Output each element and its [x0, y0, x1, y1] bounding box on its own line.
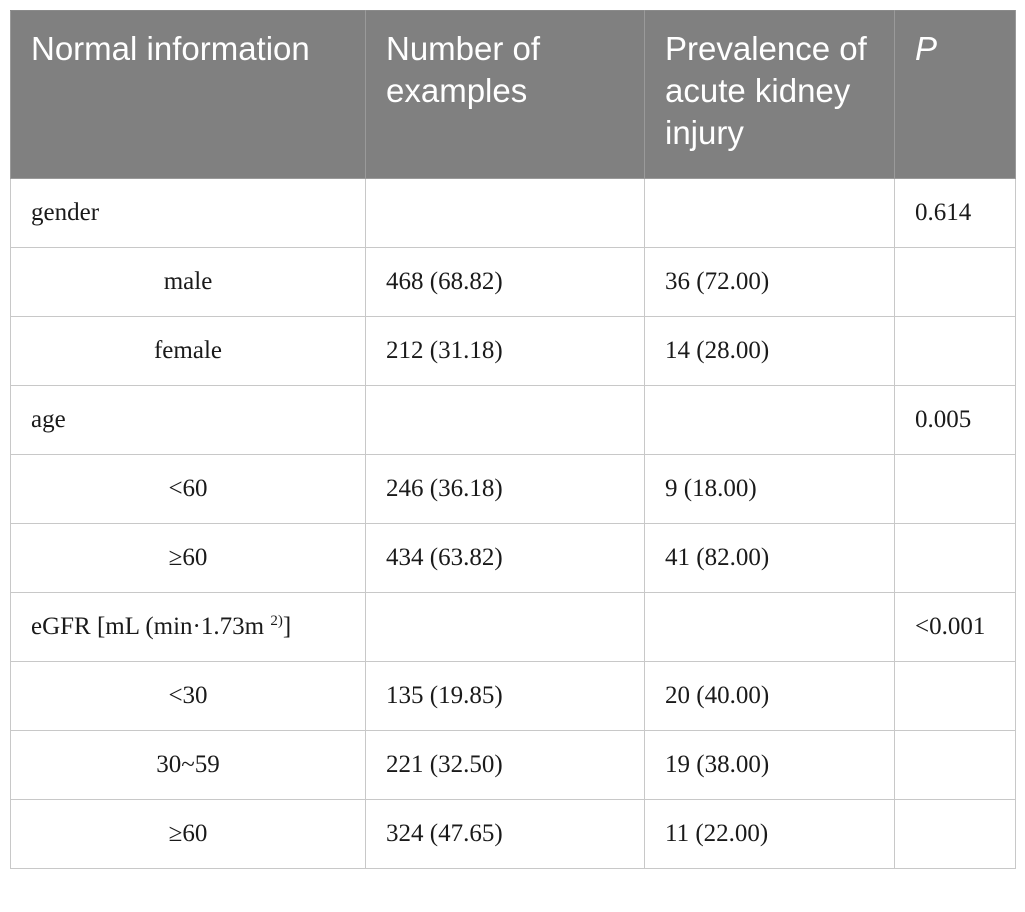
row-label: female: [11, 317, 366, 386]
egfr-label-tail: ]: [282, 613, 292, 640]
egfr-label-text: eGFR [mL (min·1.73m: [31, 613, 271, 640]
cell-p-value: [895, 731, 1016, 800]
table-row-age-under-60: [11, 455, 1016, 524]
table-row-egfr-60-plus: [11, 800, 1016, 869]
egfr-label-superscript: 2): [270, 613, 283, 629]
cell-p-value: [895, 455, 1016, 524]
cell-number: [366, 593, 645, 662]
cell-p-value: [895, 800, 1016, 869]
cell-prevalence: 41 (82.00): [645, 524, 895, 593]
cell-prevalence: 19 (38.00): [645, 731, 895, 800]
table-row-age-60-plus: [11, 524, 1016, 593]
table-row-egfr-under-30: [11, 662, 1016, 731]
data-table: [10, 10, 1016, 869]
cell-prevalence: [645, 593, 895, 662]
table-row-gender: [11, 179, 1016, 248]
cell-prevalence: 36 (72.00): [645, 248, 895, 317]
cell-number: 324 (47.65): [366, 800, 645, 869]
row-label: gender: [11, 179, 366, 248]
cell-p-value: <0.001: [895, 593, 1016, 662]
header-row: [11, 11, 1016, 179]
table-row-female: [11, 317, 1016, 386]
table-row-age: [11, 386, 1016, 455]
cell-p-value: 0.005: [895, 386, 1016, 455]
cell-prevalence: [645, 386, 895, 455]
header-p-label: P: [915, 30, 938, 67]
cell-number: 135 (19.85): [366, 662, 645, 731]
cell-prevalence: 9 (18.00): [645, 455, 895, 524]
cell-prevalence: 14 (28.00): [645, 317, 895, 386]
cell-prevalence: [645, 179, 895, 248]
row-label: male: [11, 248, 366, 317]
table-row-male: [11, 248, 1016, 317]
cell-p-value: [895, 248, 1016, 317]
table-row-egfr-30-59: [11, 731, 1016, 800]
row-label: <60: [11, 455, 366, 524]
header-prevalence: Prevalence of acute kidney injury: [645, 11, 895, 179]
table-body: [11, 179, 1016, 869]
row-label: ≥60: [11, 524, 366, 593]
cell-number: [366, 179, 645, 248]
cell-prevalence: 20 (40.00): [645, 662, 895, 731]
row-label: <30: [11, 662, 366, 731]
cell-p-value: [895, 524, 1016, 593]
cell-number: 468 (68.82): [366, 248, 645, 317]
table-row-egfr: [11, 593, 1016, 662]
cell-prevalence: 11 (22.00): [645, 800, 895, 869]
header-normal-information: Normal information: [11, 11, 366, 179]
cell-number: 221 (32.50): [366, 731, 645, 800]
cell-number: 434 (63.82): [366, 524, 645, 593]
cell-p-value: [895, 317, 1016, 386]
table-header: [11, 11, 1016, 179]
cell-number: [366, 386, 645, 455]
header-p-value: [895, 11, 1016, 179]
header-number-of-examples: Number of examples: [366, 11, 645, 179]
cell-p-value: [895, 662, 1016, 731]
row-label-egfr: [11, 593, 366, 662]
cell-number: 246 (36.18): [366, 455, 645, 524]
row-label: 30~59: [11, 731, 366, 800]
row-label: ≥60: [11, 800, 366, 869]
row-label: age: [11, 386, 366, 455]
cell-p-value: 0.614: [895, 179, 1016, 248]
cell-number: 212 (31.18): [366, 317, 645, 386]
